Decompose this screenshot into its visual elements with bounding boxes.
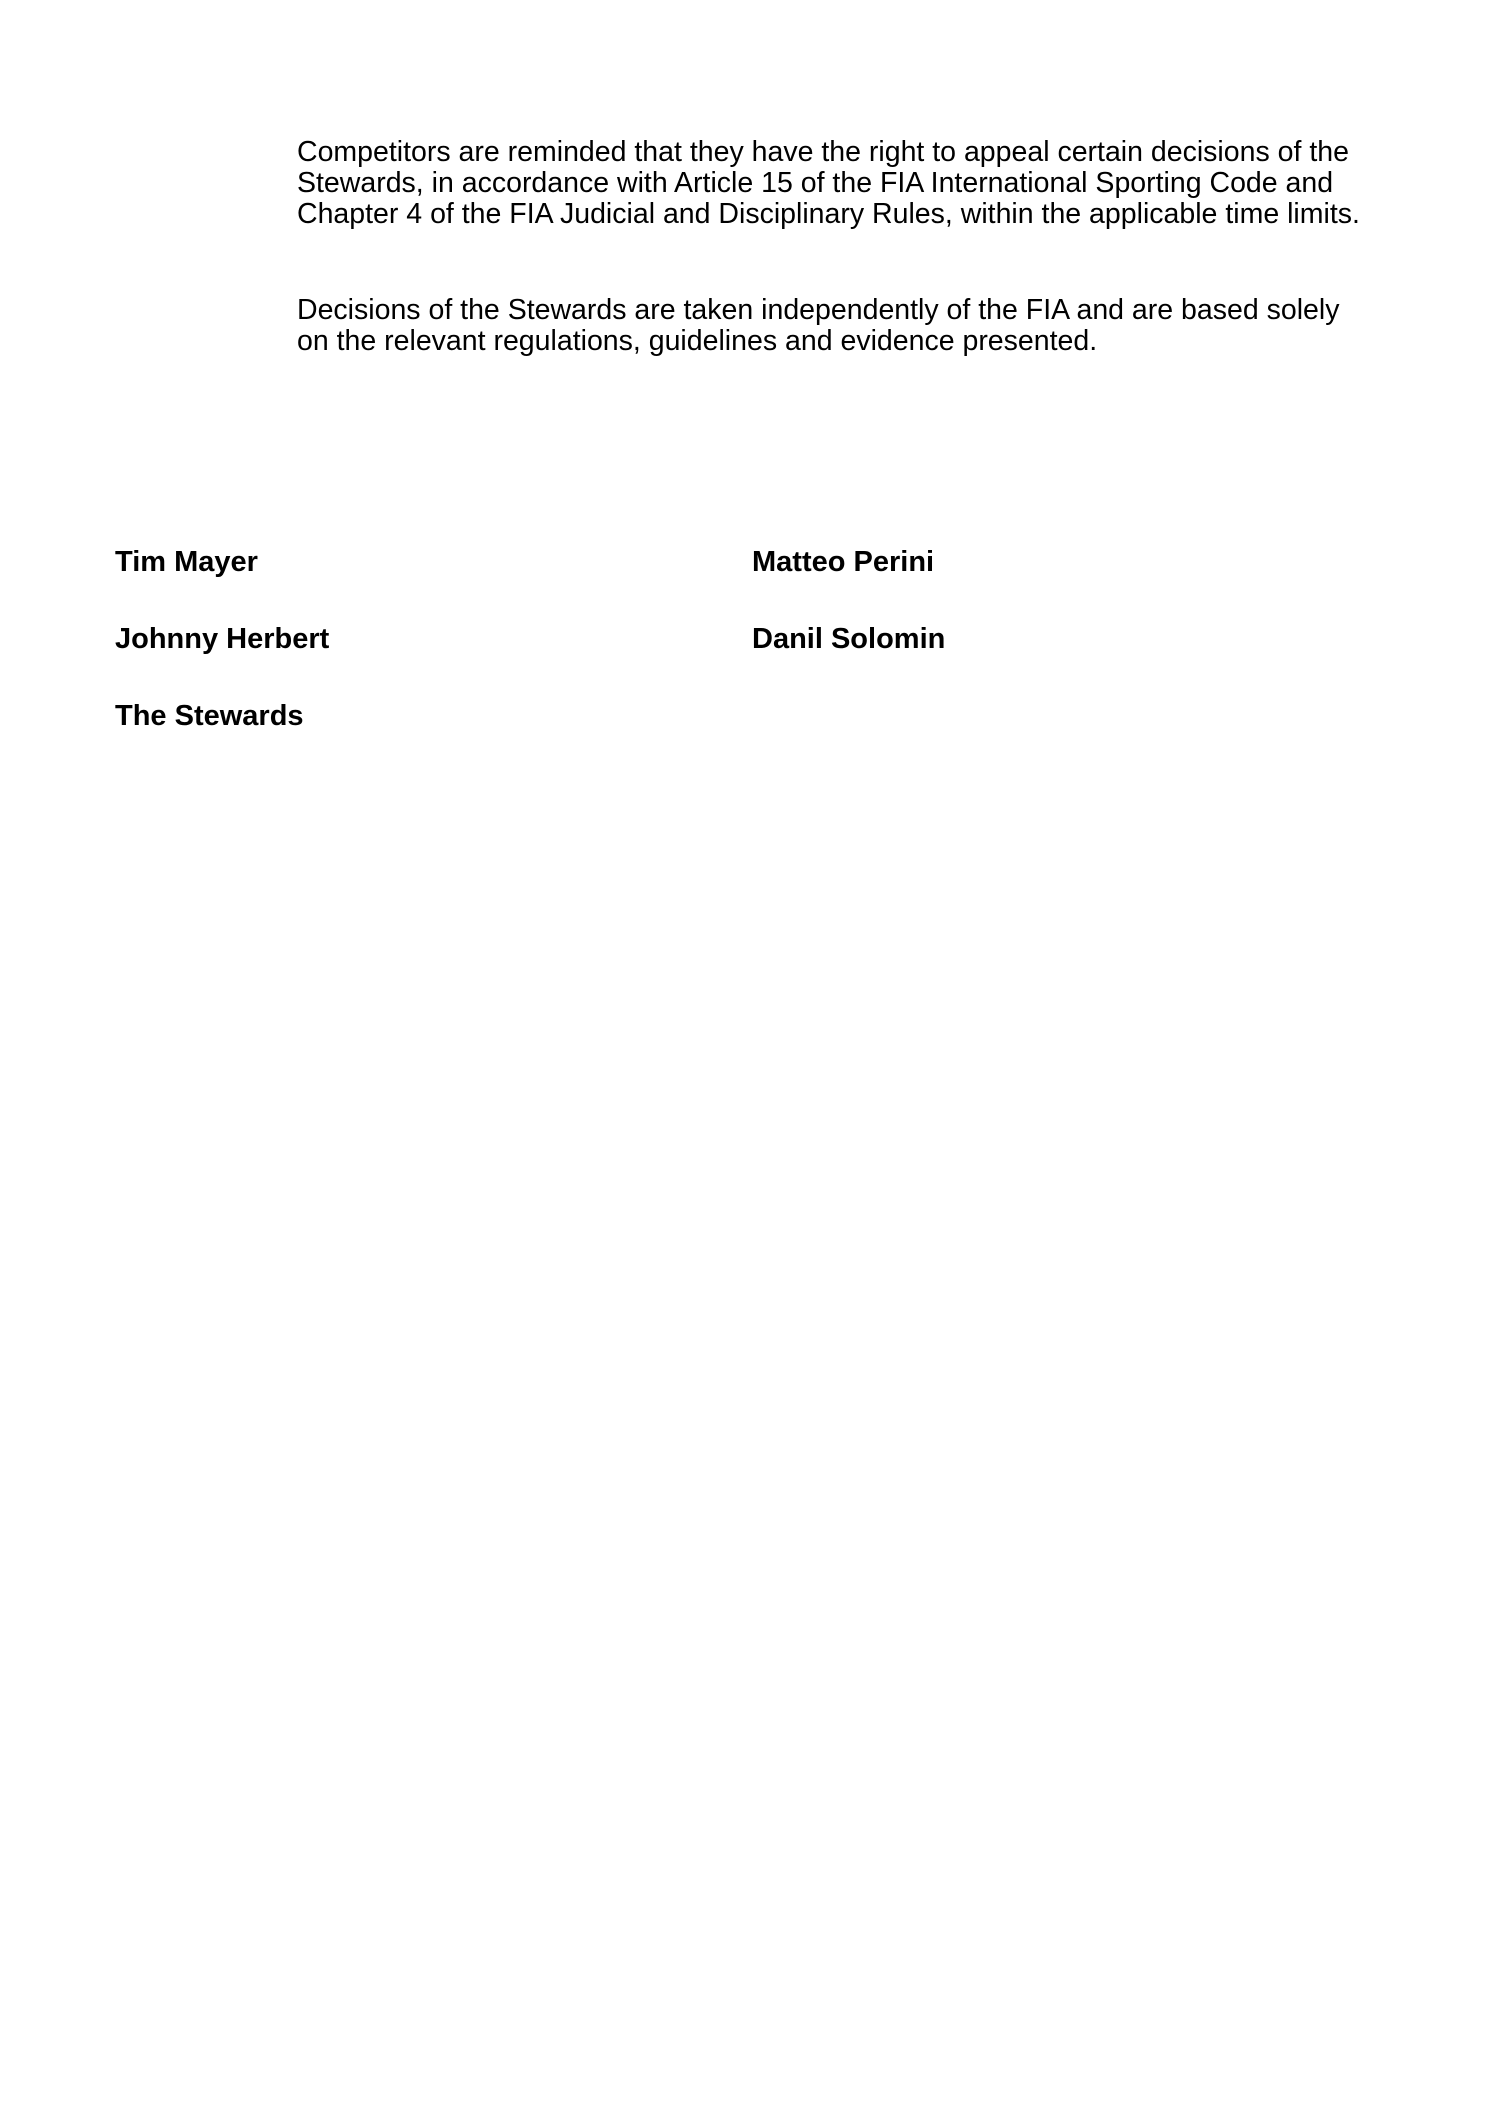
paragraph-line: Decisions of the Stewards are taken independently of the FIA and are based solely [297,294,1340,326]
steward-name: Johnny Herbert [115,623,330,655]
steward-name: Danil Solomin [752,623,946,655]
appeal-rights-paragraph [297,137,1377,230]
paragraph-line: Competitors are reminded that they have the right to appeal certain decisions of the [297,136,1349,168]
steward-name: Matteo Perini [752,546,935,578]
independence-paragraph [297,295,1377,357]
paragraph-line: Chapter 4 of the FIA Judicial and Disciplinary Rules, within the applicable time limits. [297,198,1360,230]
stewards-signature-closing: The Stewards [115,700,304,732]
paragraph-line: Stewards, in accordance with Article 15 of the FIA International Sporting Code and [297,167,1334,199]
paragraph-line: on the relevant regulations, guidelines and evidence presented. [297,325,1098,357]
steward-name: Tim Mayer [115,546,258,578]
